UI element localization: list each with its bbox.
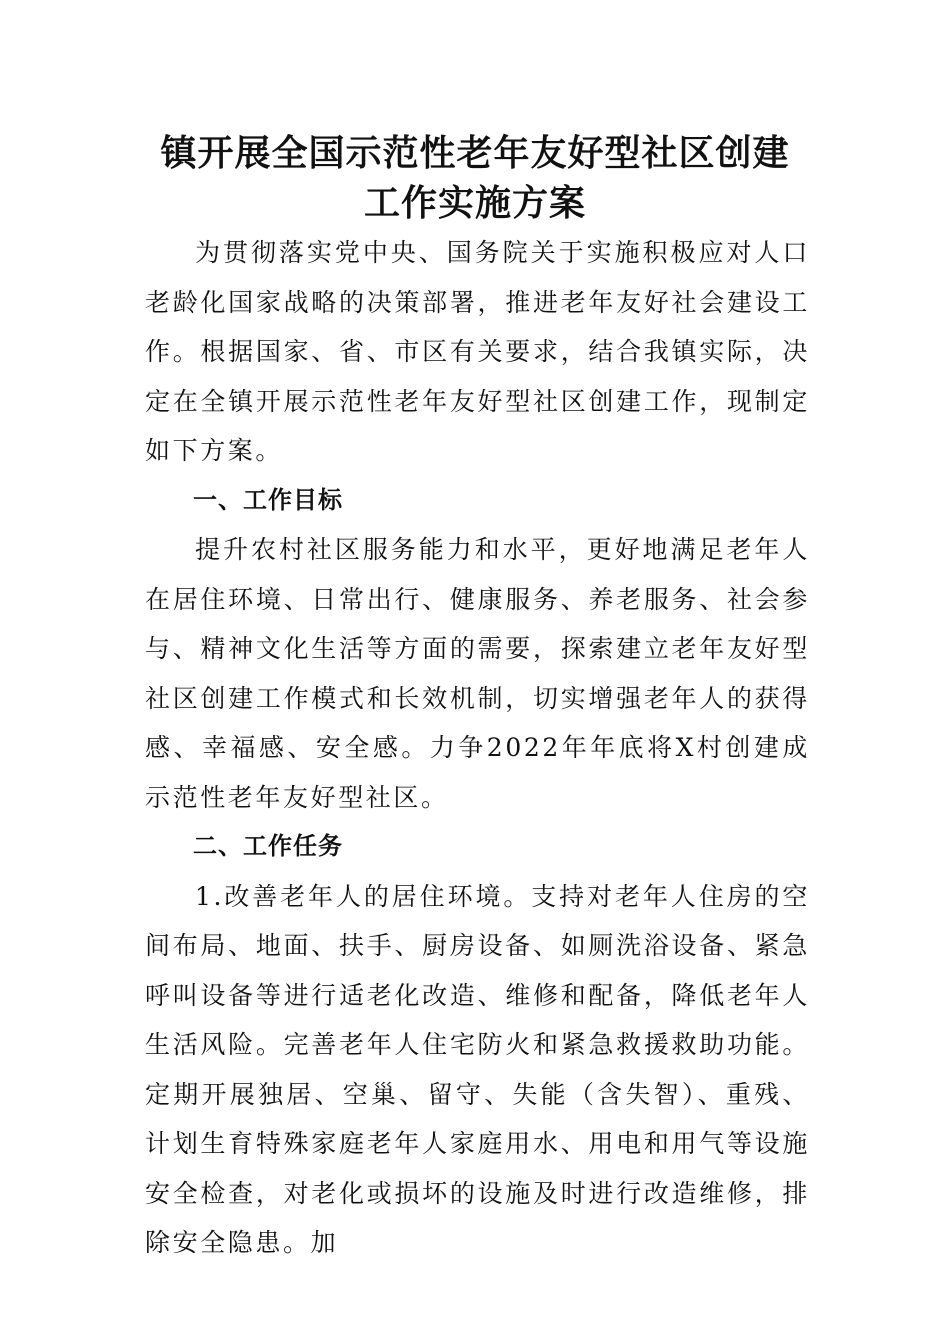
document-body <box>145 228 810 1268</box>
section-heading-goals: 一、工作目标 <box>193 485 343 514</box>
section-heading-tasks: 二、工作任务 <box>193 832 343 860</box>
goals-paragraph: 提升农村社区服务能力和水平，更好地满足老年人在居住环境、日常出行、健康服务、养老服务、社会参与、精神文化生活等方面的需要，探索建立老年友好型社区创建工作模式和长效机制，切实增强老年人的获得感、幸福感、安全感。力争2022年年底将X村创建成示范性老年友好型社区。 <box>145 535 810 812</box>
intro-paragraph: 为贯彻落实党中央、国务院关于实施积极应对人口老龄化国家战略的决策部署，推进老年友好社会建设工作。根据国家、省、市区有关要求，结合我镇实际，决定在全镇开展示范性老年友好型社区创建工作，现制定如下方案。 <box>145 238 810 465</box>
document-title-line1: 镇开展全国示范性老年友好型社区创建 <box>160 133 790 174</box>
task-item-1-paragraph: 1.改善老年人的居住环境。支持对老年人住房的空间布局、地面、扶手、厨房设备、如厕洗浴设备、紧急呼叫设备等进行适老化改造、维修和配备，降低老年人生活风险。完善老年人住宅防火和紧急救援救助功能。定期开展独居、空巢、留守、失能（含失智）、重残、计划生育特殊家庭老年人家庭用水、用电和用气等设施安全检查，对老化或损坏的设施及时进行改造维修，排除安全隐患。加 <box>145 881 810 1257</box>
document-title-line2: 工作实施方案 <box>363 183 586 224</box>
